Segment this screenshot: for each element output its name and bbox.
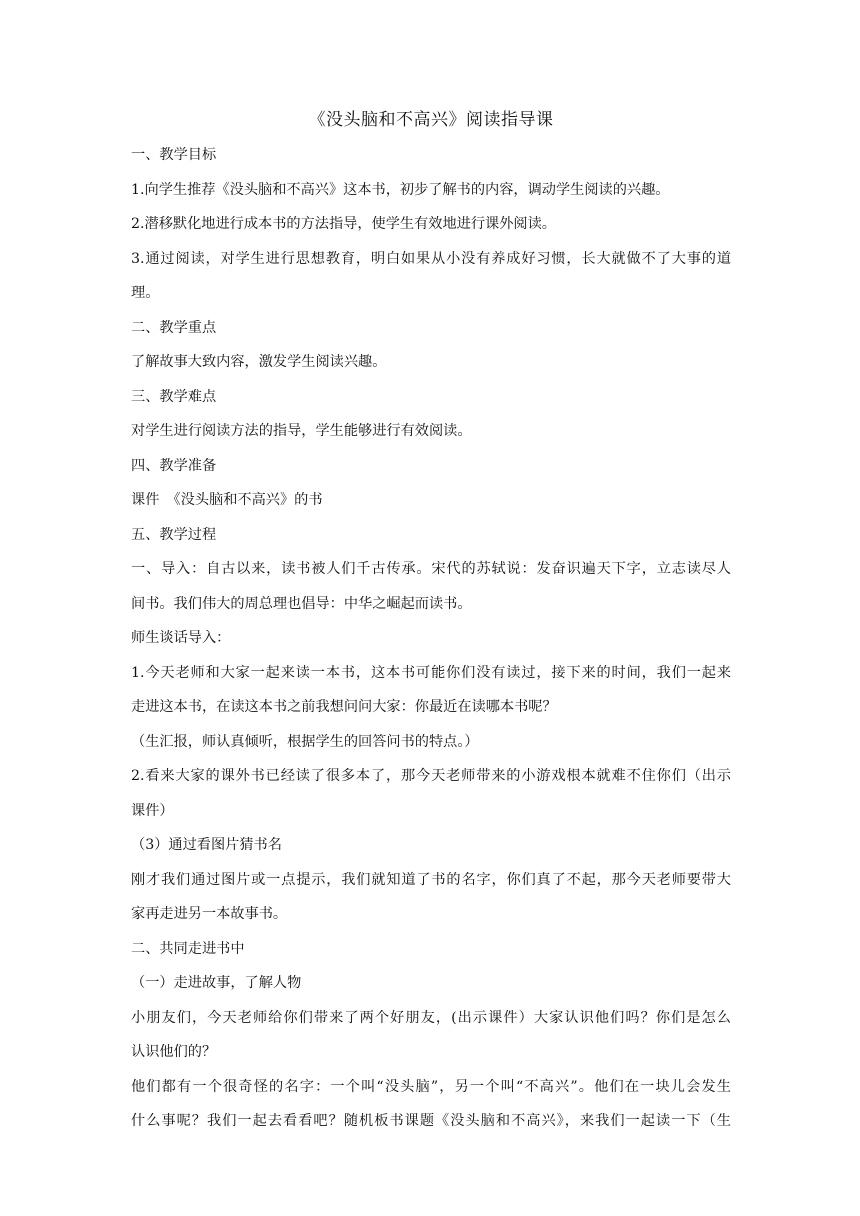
key-points-text: 了解故事大致内容，激发学生阅读兴趣。: [131, 354, 387, 370]
goal-item-3-line-2: 理。: [131, 285, 160, 301]
dialogue-step-1-line-2: 走进这本书，在读这本书之前我想问问大家：你最近在读哪本书呢？: [131, 699, 557, 715]
dialogue-intro-heading: 师生谈话导入：: [131, 630, 231, 646]
intro-paragraph-line-2: 间书。我们伟大的周总理也倡导：中华之崛起而读书。: [131, 595, 472, 612]
section-heading-key-points: 二、教学重点: [131, 319, 217, 336]
section-heading-goals: 一、教学目标: [131, 147, 217, 163]
characters-paragraph-line-1: 小朋友们，今天老师给你们带来了两个好朋友，(出示课件）大家认识他们吗？你们是怎么: [131, 1009, 731, 1026]
difficulties-text: 对学生进行阅读方法的指导，学生能够进行有效阅读。: [131, 423, 472, 439]
dialogue-step-2-line-2: 课件）: [131, 802, 174, 819]
document-title: 《没头脑和不高兴》阅读指导课: [308, 110, 554, 130]
names-paragraph-line-1: 他们都有一个很奇怪的名字：一个叫“没头脑”，另一个叫“不高兴”。他们在一块儿会发生: [131, 1078, 731, 1095]
goal-item-2: 2.潜移默化地进行成本书的方法指导，使学生有效地进行课外阅读。: [131, 216, 556, 232]
section-heading-reading-together: 二、共同走进书中: [131, 940, 245, 957]
document-body: [131, 108, 731, 1139]
subsection-heading-characters: （一）走进故事，了解人物: [131, 975, 302, 991]
section-heading-preparation: 四、教学准备: [131, 457, 217, 474]
section-heading-difficulties: 三、教学难点: [131, 388, 217, 405]
intro-paragraph-line-1: 一、导入：自古以来，读书被人们千古传承。宋代的苏轼说：发奋识遍天下字，立志读尽人: [131, 561, 731, 577]
preparation-text: 课件 《没头脑和不高兴》的书: [131, 492, 323, 508]
transition-paragraph-line-1: 刚才我们通过图片或一点提示，我们就知道了书的名字，你们真了不起，那今天老师要带大: [131, 871, 731, 888]
characters-paragraph-line-2: 认识他们的？: [131, 1044, 217, 1060]
section-heading-process: 五、教学过程: [131, 526, 217, 543]
dialogue-step-1-line-1: 1.今天老师和大家一起来读一本书，这本书可能你们没有读过，接下来的时间，我们一起来: [131, 664, 731, 681]
student-report-note: （生汇报，师认真倾听，根据学生的回答问书的特点。）: [131, 733, 479, 750]
transition-paragraph-line-2: 家再走进另一本故事书。: [131, 906, 288, 922]
dialogue-step-3: （3）通过看图片猜书名: [131, 837, 282, 853]
goal-item-1: 1.向学生推荐《没头脑和不高兴》这本书，初步了解书的内容，调动学生阅读的兴趣。: [131, 181, 670, 198]
goal-item-3-line-1: 3.通过阅读，对学生进行思想教育，明白如果从小没有养成好习惯，长大就做不了大事的道: [131, 250, 731, 267]
dialogue-step-2-line-1: 2.看来大家的课外书已经读了很多本了，那今天老师带来的小游戏根本就难不住你们（出示: [131, 768, 731, 784]
names-paragraph-line-2: 什么事呢？我们一起去看看吧？随机板书课题《没头脑和不高兴》，来我们一起读一下（生: [131, 1113, 731, 1129]
